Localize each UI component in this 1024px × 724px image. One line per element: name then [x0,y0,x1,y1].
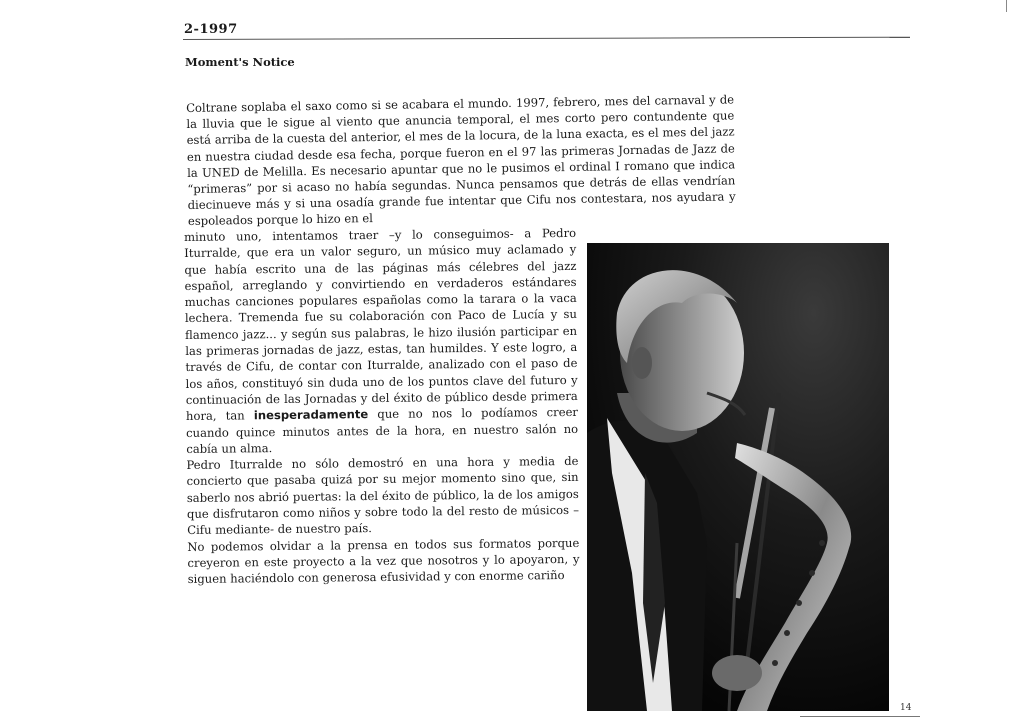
page-number: 14 [900,703,912,713]
column-paragraph-1 [184,225,578,457]
crop-mark [1006,0,1007,12]
column-paragraph-3: No podemos olvidar a la prensa en todos sus formatos porque creyeron en este proyecto a la vez que nosotros y lo apoyaron, y siguen haciéndolo con generosa efusividad y con enorme cariño [187,535,580,587]
footer-rule [800,716,920,717]
issue-number: 2-1997 [184,22,238,37]
article-intro [186,91,736,229]
column-text-b: que no nos lo podíamos creer cuando quince minutos antes de la hora, en nuestro salón no cabía un alma. [186,405,579,456]
saxophonist-photo [587,243,889,711]
article-column [184,225,580,588]
intro-paragraph: Coltrane soplaba el saxo como si se acabara el mundo. 1997, febrero, mes del carnaval y de la lluvia que le sigue al viento que anuncia temporal, el mes corto pero contundente que está arriba de la cuesta del anterior, el mes de la locura, de la luna exacta, es el mes del jazz en nuestra ciudad desde esa fecha, porque fueron en el 97 las primeras Jornadas de Jazz de la UNED de Melilla. Es necesario apuntar que no le pusimos el ordinal I romano que indica “primeras” por si acaso no había segundas. Nunca pensamos que detrás de ellas vendrían diecinueve más y si una osadía grande fue intentar que Cifu nos contestara, nos ayudara y espoleados porque lo hizo en el [186,92,736,229]
photo-illustration [587,243,889,711]
header-rule [183,37,910,40]
emphasis-word: inesperadamente [253,407,369,423]
column-text-a: minuto uno, intentamos traer –y lo conseguimos- a Pedro Iturralde, que era un valor seguro, un músico muy aclamado y que había escrito una de las páginas más célebres del jazz español, arreglando y convirtiendo en verdaderos estándares muchas canciones populares españolas como la tarara o la vaca lechera. Tremenda fue su colaboración con Paco de Lucía y su flamenco jazz... y según sus palabras, le hizo ilusión participar en las primeras jornadas de jazz, estas, tan humildes. Y este logro, a través de Cifu, de contar con Iturralde, analizado con el paso de los años, constituyó sin duda uno de los puntos clave del futuro y continuación de las Jornadas y del éxito de público desde primera hora, tan [184,225,578,424]
article-title: Moment's Notice [185,55,295,69]
column-paragraph-2: Pedro Iturralde no sólo demostró en una hora y media de concierto que pasaba quizá por su mejor momento sino que, sin saberlo nos abrió puertas: la del éxito de público, la de los amigos que disfrutaron como niños y sobre todo la del resto de músicos –Cifu mediante- de nuestro país. [186,454,580,538]
